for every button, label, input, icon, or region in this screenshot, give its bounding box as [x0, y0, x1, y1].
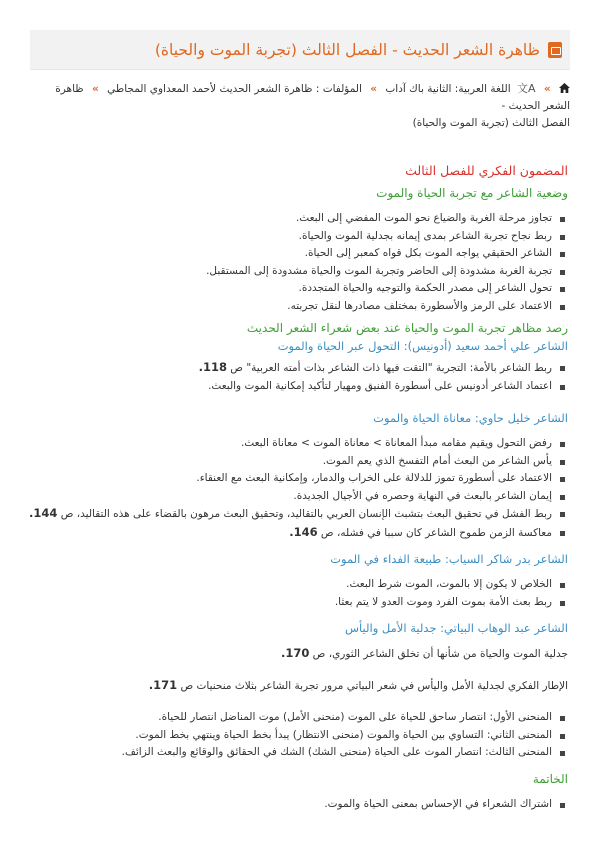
list-item: تجاوز مرحلة الغربة والضياع نحو الموت المفضي إلى البعث.: [32, 210, 568, 228]
paragraph: [32, 677, 568, 695]
breadcrumb-link-arabic[interactable]: اللغة العربية: الثانية باك آداب: [385, 83, 511, 95]
home-icon[interactable]: [559, 83, 570, 93]
list-item: الشاعر الحقيقي يواجه الموت بكل قواه كمعبر إلى الحياة.: [32, 245, 568, 263]
main-heading: المضمون الفكري للفصل الثالث: [405, 163, 568, 178]
list-item: المنحنى الثالث: انتصار الموت على الحياة (منحنى الشك) الشك في الحقائق والوقائع والبعث الزائف.: [32, 744, 568, 762]
article-content: [28, 162, 568, 813]
breadcrumb: [30, 80, 570, 132]
list-item: [32, 378, 568, 396]
list-item-text: معاكسة الزمن طموح الشاعر كان سببا في فشله، ص: [320, 526, 552, 539]
page-number: 144.: [28, 506, 58, 520]
poet3-heading: الشاعر بدر شاكر السياب: طبيعة الفداء في الموت: [330, 552, 568, 566]
page-number: 146.: [289, 524, 318, 539]
list-item-text: إيمان الشاعر بالبعث في النهاية وحصره في الأجيال الجديدة.: [293, 489, 552, 502]
page-number: 118.: [198, 360, 227, 374]
list-item: تحول الشاعر إلى مصدر الحكمة والتوجيه والحياة المتجددة.: [32, 280, 568, 298]
breadcrumb-separator: »: [543, 83, 551, 95]
breadcrumb-current-line2: الفصل الثالث (تجربة الموت والحياة): [412, 117, 570, 129]
list-item: تجربة الغربة مشدودة إلى الحاضر وتجربة الموت والحياة مشدودة إلى المستقبل.: [32, 263, 568, 281]
list-item: [32, 470, 568, 488]
list-item: [32, 359, 568, 378]
list-item-text: اعتماد الشاعر أدونيس على أسطورة الفنيق ومهيار لتأكيد إمكانية الموت والبعث.: [208, 379, 552, 392]
list-item-text: رفض التحول ويقيم مقامه مبدأ المعاناة > معاناة الموت > معاناة البعث.: [240, 437, 552, 449]
poet4-list: [32, 709, 568, 762]
list-item: [32, 524, 568, 543]
list-item: المنحنى الثاني: التساوي بين الحياة والموت (منحنى الانتظار) يبدأ بخط الحياة وينتهي بخط الموت.: [32, 727, 568, 745]
poet4-heading: الشاعر عبد الوهاب البياتي: جدلية الأمل واليأس: [345, 621, 568, 635]
list-item: [32, 453, 568, 471]
conclusion-list: [32, 796, 568, 814]
poet1-list: [32, 359, 568, 395]
breadcrumb-link-works[interactable]: المؤلفات : ظاهرة الشعر الحديث لأحمد المعداوي المجاطي: [107, 83, 362, 95]
list-item: [28, 505, 568, 524]
page-number: 171.: [148, 678, 178, 692]
list-item-text: ربط الشاعر بالأمة: التجربة "التقت فيها ذات الشاعر بذات أمته العربية" ص: [230, 362, 552, 374]
section1-list: [32, 210, 568, 315]
translate-icon: 文A: [516, 82, 536, 95]
list-item: المنحنى الأول: انتصار ساحق للحياة على الموت (منحنى الأمل) موت المناضل انتصار للحياة.: [32, 709, 568, 727]
list-item-text: يأس الشاعر من البعث أمام التفسخ الذي يعم الموت.: [322, 454, 552, 467]
poet1-heading: الشاعر علي أحمد سعيد (أدونيس): التحول عبر الحياة والموت: [277, 339, 568, 353]
page-number: 170.: [280, 646, 310, 660]
list-item-text: ربط الفشل في تحقيق البعث بتشبث الإنسان العربي بالتقاليد، وتحقيق البعث مرهون بالقضاء على هذه التقاليد، ص: [60, 508, 552, 520]
page-title: ظاهرة الشعر الحديث - الفصل الثالث (تجربة الموت والحياة): [154, 40, 540, 59]
breadcrumb-separator: »: [91, 83, 99, 95]
breadcrumb-current: ظاهرة الشعر الحديث -: [55, 83, 570, 112]
list-item-text: الاعتماد على أسطورة تموز للدلالة على الخراب والدمار، وإمكانية البعث مع العنقاء.: [196, 472, 552, 484]
paragraph-text: الإطار الفكري لجدلية الأمل واليأس في شعر البياتي مرور تجربة الشاعر بثلاث منحنيات ص: [180, 680, 568, 692]
section2-heading: رصد مظاهر تجربة الموت والحياة عند بعض شعراء الشعر الحديث: [246, 321, 568, 335]
poet2-list: [28, 435, 568, 542]
poet3-list: [32, 576, 568, 611]
breadcrumb-separator: »: [370, 83, 378, 95]
poet2-heading: الشاعر خليل حاوي: معاناة الحياة والموت: [373, 411, 568, 425]
list-item: الاعتماد على الرمز والأسطورة بمختلف مصادرها لنقل تجربته.: [32, 298, 568, 316]
list-item: [32, 488, 568, 506]
paragraph: [32, 645, 568, 663]
list-item: ربط بعث الأمة بموت الفرد وموت العدو لا يتم بعثا.: [32, 594, 568, 612]
list-item: اشتراك الشعراء في الإحساس بمعنى الحياة والموت.: [32, 796, 568, 814]
pdf-icon[interactable]: [548, 42, 562, 58]
section1-heading: وضعية الشاعر مع تجربة الحياة والموت: [376, 186, 568, 200]
conclusion-heading: الخاتمة: [532, 771, 568, 786]
paragraph-text: جدلية الموت والحياة من شأنها أن تخلق الشاعر الثوري، ص: [312, 648, 568, 660]
list-item: [32, 435, 568, 453]
list-item: الخلاص لا يكون إلا بالموت، الموت شرط البعث.: [32, 576, 568, 594]
list-item: ربط نجاح تجربة الشاعر بمدى إيمانه بجدلية الموت والحياة.: [32, 228, 568, 246]
page-header: [30, 30, 570, 70]
